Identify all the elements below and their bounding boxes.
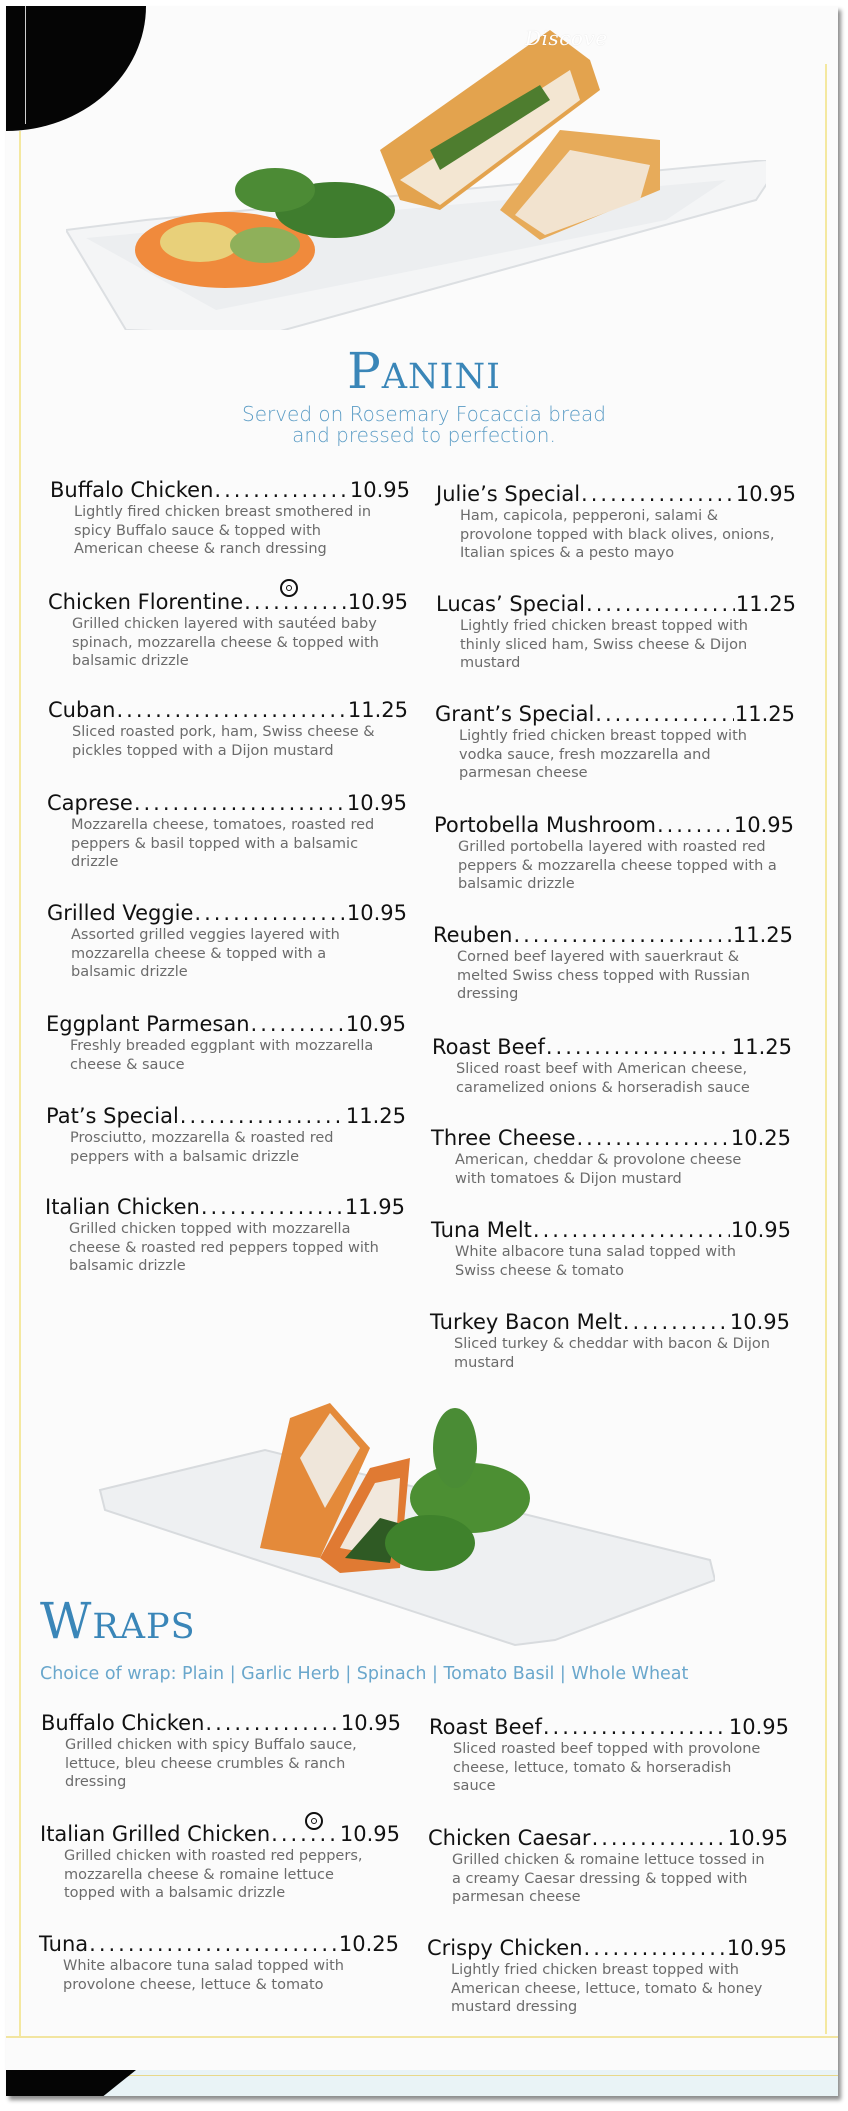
item-description: Grilled portobella layered with roasted red peppers & mozzarella cheese topped with a balsamic drizzle: [458, 839, 777, 892]
item-description: Ham, capicola, pepperoni, salami & provolone topped with black olives, onions, Italian spices & a pesto mayo: [460, 508, 775, 561]
leader-dots: [214, 478, 348, 502]
fold-line: [25, 6, 26, 124]
item-name: Eggplant Parmesan: [46, 1012, 250, 1036]
leader-dots: [194, 901, 345, 925]
item-price: 10.95: [729, 1310, 790, 1334]
menu-item: [45, 1195, 405, 1276]
item-name: Portobella Mushroom: [434, 813, 656, 837]
item-name: Reuben: [433, 923, 513, 947]
item-price: 10.25: [338, 1932, 399, 1956]
item-price: 10.25: [730, 1126, 791, 1150]
item-name: Grilled Veggie: [47, 901, 194, 925]
menu-item: [427, 1936, 787, 2017]
item-description: Lightly fried chicken breast topped with thinly sliced ham, Swiss cheese & Dijon mustard: [460, 618, 748, 671]
leader-dots: [543, 1715, 728, 1739]
leader-dots: [581, 482, 735, 506]
item-price: 10.95: [730, 1218, 791, 1242]
menu-item: [431, 1126, 791, 1188]
item-name: Chicken Florentine: [48, 590, 244, 614]
leader-dots: [513, 923, 731, 947]
menu-item: [39, 1932, 399, 1994]
leader-dots: [584, 1936, 726, 1960]
item-price: 11.25: [735, 592, 796, 616]
menu-item: [47, 791, 407, 872]
menu-item: [429, 1715, 789, 1796]
menu-item: [50, 478, 410, 559]
item-description: White albacore tuna salad topped with provolone cheese, lettuce & tomato: [63, 1958, 344, 1993]
leader-dots: [592, 1826, 727, 1850]
item-description: Sliced roasted beef topped with provolone cheese, lettuce, tomato & horseradish sauce: [453, 1741, 761, 1794]
item-description: Grilled chicken & romaine lettuce tossed in a creamy Caesar dressing & topped with parmesan cheese: [452, 1852, 765, 1905]
item-name: Grant’s Special: [435, 702, 595, 726]
item-name: Three Cheese: [431, 1126, 576, 1150]
item-name: Chicken Caesar: [428, 1826, 591, 1850]
menu-item: [436, 482, 796, 563]
menu-item: [428, 1826, 788, 1907]
item-description: Sliced turkey & cheddar with bacon & Dijon mustard: [454, 1336, 770, 1371]
item-name: Buffalo Chicken: [50, 478, 214, 502]
menu-item: [47, 901, 407, 982]
item-price: 11.25: [734, 702, 795, 726]
leader-dots: [134, 791, 346, 815]
item-price: 10.95: [346, 791, 407, 815]
leader-dots: [623, 1310, 729, 1334]
leader-dots: [180, 1104, 345, 1128]
item-description: American, cheddar & provolone cheese with tomatoes & Dijon mustard: [455, 1152, 742, 1187]
black-corner-decoration: [6, 6, 146, 131]
menu-item: [435, 702, 795, 783]
bookmark-icon[interactable]: [305, 1812, 323, 1830]
pasta-salad-icon: [125, 150, 465, 300]
item-description: Mozzarella cheese, tomatoes, roasted red peppers & basil topped with a balsamic drizzle: [71, 817, 375, 870]
item-description: Assorted grilled veggies layered with mozzarella cheese & topped with a balsamic drizzle: [71, 927, 340, 980]
menu-item: [41, 1711, 401, 1792]
menu-item: [436, 592, 796, 673]
leader-dots: [116, 698, 346, 722]
leader-dots: [577, 1126, 730, 1150]
menu-item: [430, 1310, 790, 1372]
item-description: White albacore tuna salad topped with Swiss cheese & tomato: [455, 1244, 736, 1279]
item-price: 11.25: [345, 1104, 406, 1128]
item-price: 10.95: [339, 1822, 400, 1846]
leader-dots: [271, 1822, 339, 1846]
leader-dots: [89, 1932, 338, 1956]
item-price: 11.25: [732, 923, 793, 947]
yellow-strip-line: [126, 2075, 838, 2076]
item-price: 10.95: [347, 590, 408, 614]
menu-item: [431, 1218, 791, 1280]
item-name: Crispy Chicken: [427, 1936, 583, 1960]
item-description: Prosciutto, mozzarella & roasted red peppers with a balsamic drizzle: [70, 1130, 334, 1165]
item-name: Italian Chicken: [45, 1195, 200, 1219]
item-description: Grilled chicken topped with mozzarella cheese & roasted red peppers topped with balsamic drizzle: [69, 1221, 379, 1274]
yellow-border-bottom: [6, 2036, 838, 2038]
item-price: 10.95: [349, 478, 410, 502]
item-description: Corned beef layered with sauerkraut & melted Swiss chess topped with Russian dressing: [457, 949, 751, 1002]
menu-item: [40, 1822, 400, 1903]
item-name: Buffalo Chicken: [41, 1711, 205, 1735]
item-description: Grilled chicken with roasted red peppers, mozzarella cheese & romaine lettuce topped with a balsamic drizzle: [64, 1848, 363, 1901]
menu-item: [48, 698, 408, 760]
item-price: 11.25: [347, 698, 408, 722]
item-description: Lightly fried chicken breast topped with American cheese, lettuce, tomato & honey mustard dressing: [451, 1962, 763, 2015]
leader-dots: [533, 1218, 730, 1242]
menu-item: [432, 1035, 792, 1097]
leader-dots: [251, 1012, 345, 1036]
leader-dots: [205, 1711, 339, 1735]
item-price: 10.95: [345, 1012, 406, 1036]
item-description: Sliced roasted pork, ham, Swiss cheese & pickles topped with a Dijon mustard: [72, 724, 375, 759]
item-description: Sliced roast beef with American cheese, caramelized onions & horseradish sauce: [456, 1061, 750, 1096]
menu-item: [46, 1012, 406, 1074]
item-description: Grilled chicken layered with sautéed baby spinach, mozzarella cheese & topped with balsamic drizzle: [72, 616, 379, 669]
item-description: Freshly breaded eggplant with mozzarella cheese & sauce: [70, 1038, 374, 1073]
wrap-food-icon: [250, 1398, 610, 1598]
wraps-section-title: Wraps: [40, 1592, 196, 1650]
item-name: Tuna: [39, 1932, 89, 1956]
item-description: Lightly fired chicken breast smothered in spicy Buffalo sauce & topped with American cheese & ranch dressing: [74, 504, 372, 557]
item-name: Pat’s Special: [46, 1104, 179, 1128]
wrap-choices: Choice of wrap: Plain | Garlic Herb | Spinach | Tomato Basil | Whole Wheat: [40, 1664, 689, 1684]
item-price: 10.95: [733, 813, 794, 837]
panini-subtitle: [0, 404, 848, 446]
menu-item: [434, 813, 794, 894]
banner-text: Discove: [525, 26, 608, 50]
item-price: 10.95: [728, 1715, 789, 1739]
item-price: 11.95: [344, 1195, 405, 1219]
item-price: 10.95: [340, 1711, 401, 1735]
item-price: 10.95: [735, 482, 796, 506]
panini-subtitle-line1: Served on Rosemary Focaccia bread: [242, 402, 606, 426]
item-description: Lightly fried chicken breast topped with vodka sauce, fresh mozzarella and parmesan cheese: [459, 728, 747, 781]
item-name: Roast Beef: [432, 1035, 545, 1059]
item-price: 10.95: [727, 1826, 788, 1850]
item-price: 10.95: [346, 901, 407, 925]
item-name: Roast Beef: [429, 1715, 542, 1739]
item-name: Cuban: [48, 698, 116, 722]
item-name: Caprese: [47, 791, 133, 815]
menu-item: [48, 590, 408, 671]
item-name: Tuna Melt: [431, 1218, 532, 1242]
bookmark-icon[interactable]: [280, 579, 298, 597]
leader-dots: [586, 592, 735, 616]
menu-item: [46, 1104, 406, 1166]
leader-dots: [595, 702, 734, 726]
leader-dots: [546, 1035, 731, 1059]
item-description: Grilled chicken with spicy Buffalo sauce, lettuce, bleu cheese crumbles & ranch dressing: [65, 1737, 357, 1790]
item-price: 10.95: [726, 1936, 787, 1960]
item-name: Turkey Bacon Melt: [430, 1310, 622, 1334]
leader-dots: [201, 1195, 344, 1219]
panini-subtitle-line2: and pressed to perfection.: [292, 423, 556, 447]
item-name: Italian Grilled Chicken: [40, 1822, 271, 1846]
item-name: Julie’s Special: [436, 482, 581, 506]
menu-item: [433, 923, 793, 1004]
panini-section-title: Panini: [347, 342, 501, 400]
leader-dots: [657, 813, 733, 837]
item-price: 11.25: [731, 1035, 792, 1059]
item-name: Lucas’ Special: [436, 592, 586, 616]
